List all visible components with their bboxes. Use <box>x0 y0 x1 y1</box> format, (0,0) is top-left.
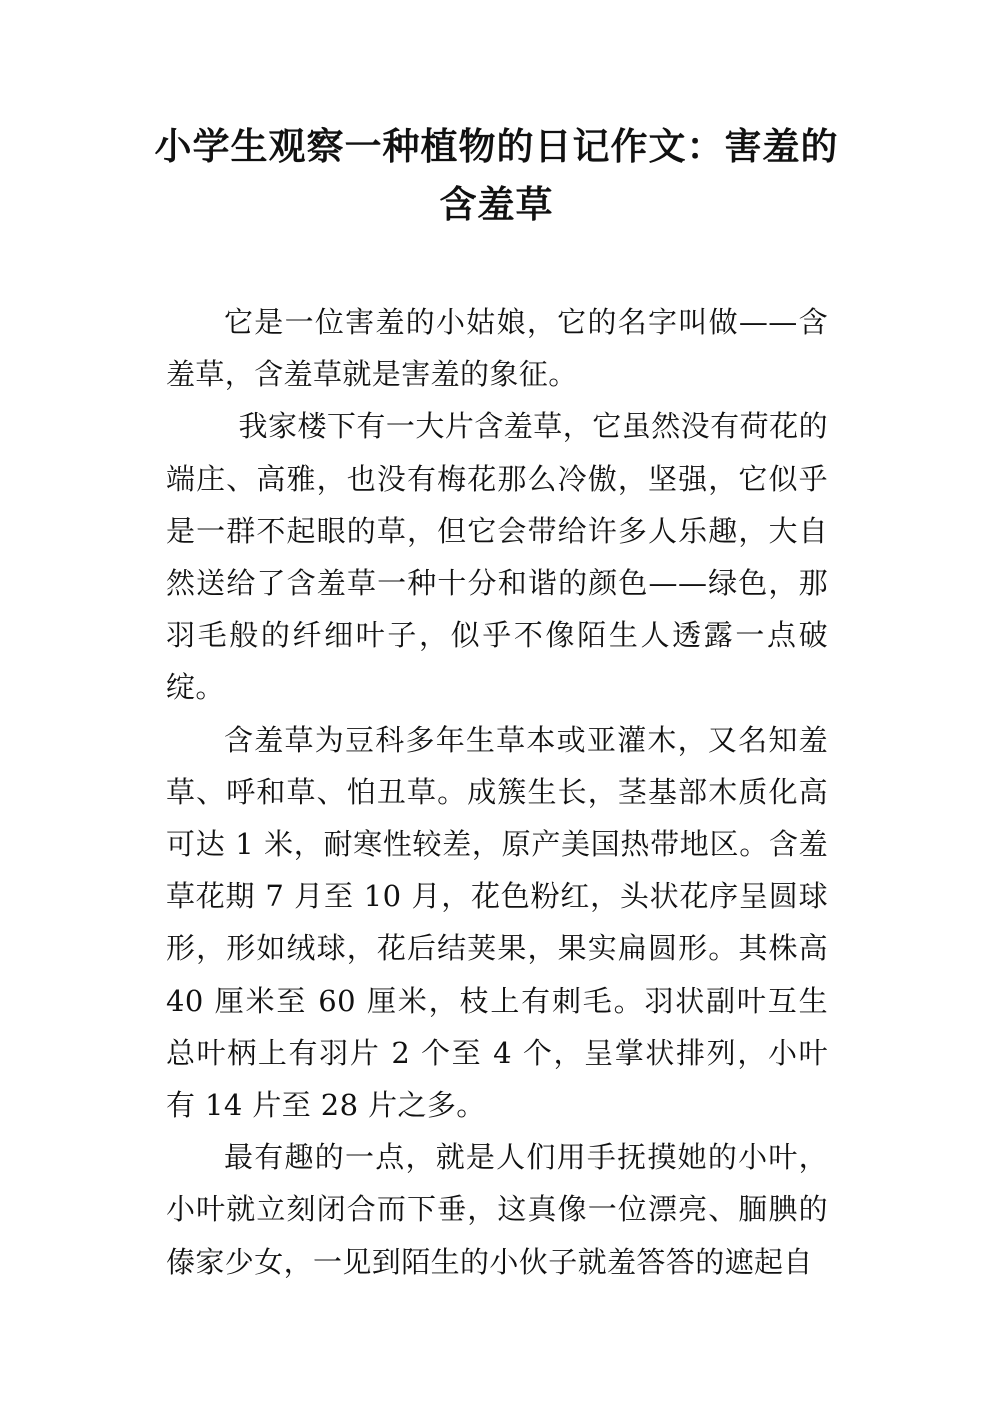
paragraph-4: 最有趣的一点，就是人们用手抚摸她的小叶，小叶就立刻闭合而下垂，这真像一位漂亮、腼腆的傣家少女，一见到陌生的小伙子就羞答答的遮起自 <box>166 1140 828 1279</box>
paragraph-2: 我家楼下有一大片含羞草，它虽然没有荷花的端庄、高雅，也没有梅花那么冷傲，坚强，它似乎是一群不起眼的草，但它会带给许多人乐趣，大自然送给了含羞草一种十分和谐的颜色——绿色，那羽毛般的纤细叶子，似乎不像陌生人透露一点破绽。 <box>166 409 828 705</box>
document-body <box>166 296 828 1288</box>
paragraph-3: 含羞草为豆科多年生草本或亚灌木，又名知羞草、呼和草、怕丑草。成簇生长，茎基部木质化高可达 1 米，耐寒性较差，原产美国热带地区。含羞草花期 7 月至 10 月，花色粉红，头状花序呈圆球形，形如绒球，花后结荚果，果实扁圆形。其株高 40 厘米至 60 厘米，枝上有刺毛。羽状副叶互生总叶柄上有羽片 2 个至 4 个，呈掌状排列，小叶有 14 片至 28 片之多。 <box>166 722 828 1123</box>
document-title: 小学生观察一种植物的日记作文：害羞的含羞草 <box>154 125 839 226</box>
paragraph-1: 它是一位害羞的小姑娘，它的名字叫做——含羞草，含羞草就是害羞的象征。 <box>166 305 828 392</box>
